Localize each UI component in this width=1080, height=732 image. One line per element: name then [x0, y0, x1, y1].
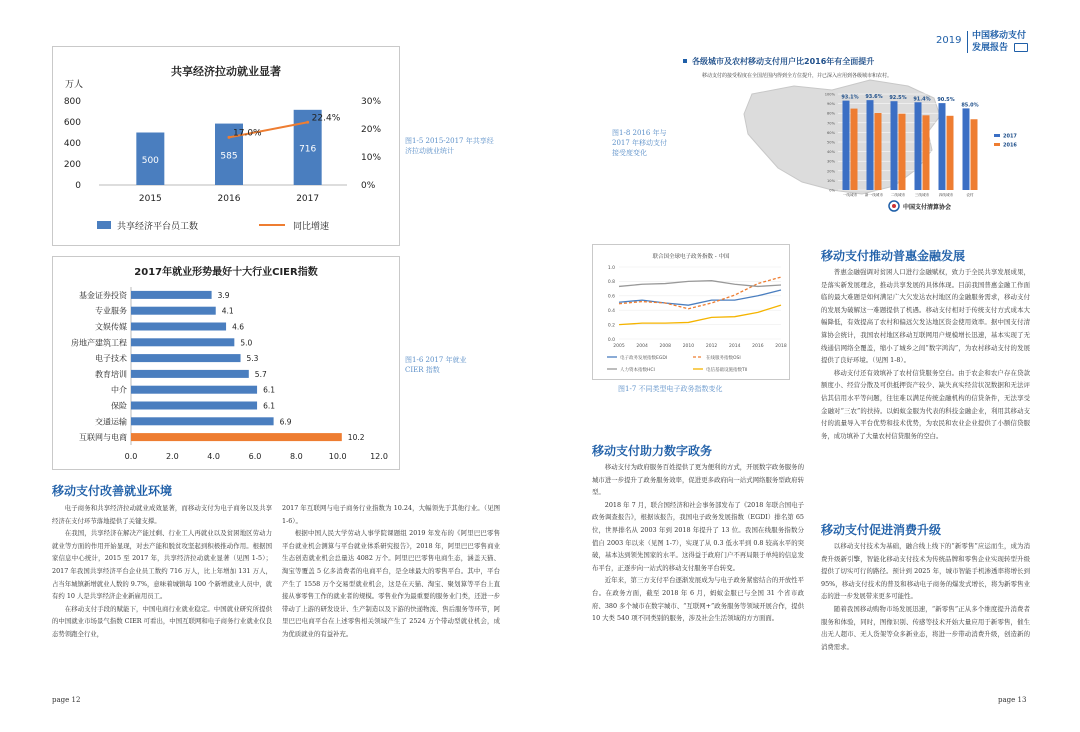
category-label: 电子技术 [95, 354, 127, 364]
category-label: 房地产建筑工程 [71, 338, 127, 348]
bar-2016 [899, 114, 906, 190]
y-tick-label: 800 [63, 97, 81, 107]
bar-2017 [915, 102, 922, 190]
y-tick-label: 70% [827, 121, 835, 126]
x-tick-label: 2004 [636, 344, 648, 349]
bar-value-label: 6.1 [263, 401, 276, 411]
series-line [619, 305, 781, 324]
left-column-2 [282, 502, 500, 641]
legend-label: 在线服务指数OSI [706, 355, 741, 361]
category-label: 中介 [111, 385, 127, 395]
section-title-employment: 移动支付改善就业环境 [52, 484, 173, 498]
bar-2017 [939, 103, 946, 190]
bar-value-label: 90.5% [937, 97, 955, 104]
y-tick-label: 50% [827, 140, 835, 145]
header-title-line2: 发展报告 [972, 43, 1009, 53]
y2-tick-label: 30% [361, 97, 382, 107]
category-label: 专业服务 [95, 306, 127, 316]
paragraph: 电子商务和共享经济拉动就业成效显著，而移动支付为电子商务以及共享经济在支付环节落地提供了关键支撑。 [52, 504, 272, 525]
right-page [540, 0, 1080, 732]
x-tick-label: 2016 [752, 344, 764, 349]
bar-value-label: 91.4% [913, 96, 931, 103]
association-logo-text: 中国支付清算协会 [903, 204, 952, 211]
legend-swatch-2017 [994, 134, 1000, 137]
bar-cier [131, 291, 212, 299]
x-tick-label: 2012 [705, 344, 718, 349]
x-tick-label: 8.0 [289, 452, 303, 461]
y2-tick-label: 20% [361, 125, 382, 135]
y2-tick-label: 10% [361, 153, 382, 163]
legend-label-growth: 同比增速 [293, 222, 330, 232]
category-label: 保险 [111, 401, 127, 411]
y-tick-label: 0.0 [607, 337, 615, 343]
x-tick-label: 一线城市 [842, 193, 858, 197]
category-label: 交通运输 [95, 417, 127, 427]
paragraph: 在我国，共享经济在解决产能过剩、行业工人再就业以及贫困地区劳动力就业等方面的作用开始显现，对去产能和脱贫攻坚起到积极推动作用。根据国家信息中心统计，2015 至 2017 年，共享经济拉动就业显著（见图 1-5）；2017 年我国共享经济平台企业员工数约 716 万人，比上年增加 131 万人，占当年城镇新增就业人数的 9.7%，意味着城镇每 100 个新增就业人员中，就有约 10 人是共享经济企业新雇用员工。 [52, 529, 272, 601]
series-line [619, 277, 781, 309]
bar-2016 [971, 119, 978, 190]
paragraph: 随着我国移动购物市场发展迅速，“新零售”正从多个维度提升消费者服务和体验，同时，图像识别、传感等技术开始大量应用于新零售，催生出无人超市、无人货架等众多新业态，将进一步带动消费升级，创造新的消费需求。 [821, 604, 1030, 651]
bar-cier [131, 354, 241, 362]
chart-city-rural [682, 50, 1032, 225]
bar-cier [131, 417, 274, 425]
bar-2017 [843, 101, 850, 190]
legend-label: 电信基础设施指数TII [706, 367, 748, 373]
category-label: 文娱传媒 [95, 322, 127, 332]
x-tick-label: 二线城市 [890, 193, 906, 197]
egov-index-chart-svg [593, 245, 789, 379]
bar-value-label: 4.6 [232, 322, 245, 332]
series-line [619, 290, 781, 305]
figure-caption-1-5: 图1-5 2015-2017 年共享经济拉动就业统计 [405, 137, 494, 155]
chart-egov-index [592, 244, 790, 380]
bar-value-label: 4.1 [221, 306, 234, 316]
page-number-right: page 13 [998, 696, 1027, 704]
x-tick-label: 0.0 [124, 452, 138, 461]
paragraph: 移动支付为政府服务百姓提供了更为便利的方式，开展数字政务服务的城市进一步提升了政务服务效率，促进更多政府向一站式网络服务型政府转型。 [592, 463, 804, 497]
header-year: 2019 [936, 35, 962, 46]
bar-cier [131, 386, 257, 394]
y2-tick-label: 0% [361, 181, 376, 191]
bar-value-label: 93.6% [865, 94, 883, 101]
line-point [228, 136, 231, 139]
x-tick-label: 4.0 [207, 452, 221, 461]
chart-title: 联合国全球电子政务指数 - 中国 [652, 254, 730, 260]
bar-2017 [867, 100, 874, 190]
bar-cier [131, 433, 342, 441]
bar-2016 [947, 116, 954, 190]
figure-caption-1-7: 图1-7 不同类型电子政务指数变化 [618, 385, 723, 393]
bar-value-label: 5.7 [254, 369, 267, 379]
x-tick-label: 2010 [682, 344, 695, 349]
x-tick-label: 2018 [775, 344, 787, 349]
bar-value-label: 5.0 [240, 338, 253, 348]
y-tick-label: 0 [75, 181, 81, 191]
header-title-line1: 中国移动支付 [972, 31, 1027, 41]
legend-label-2017: 2017 [1003, 133, 1017, 140]
paragraph: 在移动支付手段的赋能下，中国电商行业就业稳定。中国就业研究所提供的中国就业市场景气指数 CIER 可看出，中国互联网和电子商务行业就业仅良态势领跑全行业， [52, 604, 272, 638]
bar-value-label: 10.2 [347, 433, 365, 443]
line-value-label: 17.0% [233, 128, 262, 139]
x-tick-label: 2017 [296, 194, 320, 204]
left-column-1 [52, 502, 272, 641]
y-tick-label: 60% [827, 130, 835, 135]
bar-2016 [875, 113, 882, 190]
legend-label: 人力资本指数HCI [620, 367, 655, 373]
legend-label-2016: 2016 [1003, 142, 1017, 149]
paragraph: 以移动支付技术为基础，融合线上线下的“新零售”应运而生，成为消费升级新引擎，智能化移动支付技术为传统品牌和零售企业实现转型升级提供了切实可行的路径。预计到 2025 年，城市智能手机渗透率将增长到 95%，移动支付技术的普及和移动电子商务的爆发式增长，将为新零售业态的进一步发展带来更多可能性。 [821, 542, 1030, 601]
bar-value-label: 6.9 [279, 417, 292, 427]
bar-cier [131, 307, 216, 315]
city-rural-chart-svg [682, 50, 1032, 225]
bar-value-label: 85.0% [961, 102, 979, 109]
association-logo-center-icon [892, 204, 896, 208]
bar-value-label: 500 [141, 155, 159, 166]
category-label: 基金证券投资 [79, 290, 127, 300]
chart-title: 2017年就业形势最好十大行业CIER指数 [134, 267, 318, 278]
x-tick-label: 2016 [217, 194, 241, 204]
bar-value-label: 92.5% [889, 95, 907, 102]
paragraph: 2018 年 7 月，联合国经济和社会事务部发布了《2018 年联合国电子政务调查报告》，根据该报告，我国电子政务发展指数（EGDI）排名第 65 位，世界排名从 2003 年到 2018 年提升了 13 位。我国在线服务指数分值自 2003 年以来（见图 1-7），实现了从 0.3 低水平到 0.8 较高水平的突破，基本达到领先国家的水平。这得益于政府门户不再局限于单纯的信息发布平台，正逐步向一站式的移动支付服务平台转变。 [592, 500, 804, 572]
x-tick-label: 6.0 [248, 452, 262, 461]
line-point [306, 121, 309, 124]
y-tick-label: 0.4 [607, 309, 615, 314]
y-tick-label: 80% [827, 111, 835, 116]
x-tick-label: 2015 [138, 194, 162, 204]
x-tick-label: 2008 [659, 344, 672, 349]
bar-cier [131, 370, 249, 378]
x-tick-label: 2.0 [165, 452, 179, 461]
category-label: 互联网与电商 [79, 433, 127, 443]
paragraph: 普惠金融强调对贫困人口进行金融赋权，致力于全民共享发展成果，是落实新发展理念，推动共享发展的具体体现。目前我国普惠金融工作面临的最大难题是如何满足广大欠发达农村地区的金融服务需求，移动支付的发展为破解这一难题提供了机遇。移动支付相对于传统支付方式成本大幅降低，有效提高了农村和偏远欠发达地区资金使用效率。据中国支付清算协会统计，我国农村地区移动互联网用户规模增长迅速，基本实现了无线通信网络全覆盖，缩小了城乡之间“数字鸿沟”，为农村移动支付的发展提供了良好环境。（见图 1-8）。 [821, 268, 1030, 365]
x-tick-label: 四线城市 [938, 193, 954, 197]
y-tick-label: 200 [63, 160, 81, 170]
y-axis-label: 万人 [65, 80, 84, 90]
bar-value-label: 93.1% [841, 94, 859, 101]
section-title-inclusive-finance: 移动支付推动普惠金融发展 [821, 249, 966, 263]
bar-2016 [851, 109, 858, 190]
bar-cier [131, 338, 234, 346]
shared-economy-chart-svg [53, 47, 399, 245]
paragraph: 根据中国人民大学劳动人事学院课题组 2019 年发布的《阿里巴巴零售平台就业机会测算与平台就业体系研究报告》，2018 年，阿里巴巴零售商业生态创造就业机会总量达 4082 万个。阿里巴巴零售电商生态，涵盖天猫、淘宝等覆盖 5 亿多消费者的电商平台，是全球最大的零售平台。其中，平台产生了 1558 万个交易型就业机会，这是在天猫、淘宝、聚划算等平台上直接从事零售工作的就业者的规模。零售业作为最重要的服务业门类，还进一步带动了上游的研发设计、生产制造以及下游的快递物流、售后服务等环节，阿里巴巴电商平台在上述零售相关领域产生了 2524 万个带动型就业机会，成为优质就业的有益补充。 [282, 529, 500, 638]
y-tick-label: 1.0 [607, 265, 615, 271]
legend-label: 电子政务发展指数EGDI [620, 355, 668, 361]
bar-2017 [963, 108, 970, 190]
paragraph: 近年来，第三方支付平台逐渐发展成为与电子政务紧密结合的开放性平台。在政务方面，截至 2018 年 6 月，蚂蚁金服已与全国 31 个省市政府、380 多个城市在数字城市、“互联网+”政务服务等领域开展合作，提供 10 大类 540 项不同类别的服务，涉及社会生活领域的方方面面。 [592, 576, 804, 623]
legend-label-employees: 共享经济平台员工数 [117, 222, 199, 232]
line-value-label: 22.4% [311, 113, 341, 124]
title-bullet-icon [683, 59, 687, 63]
section-title-consumption: 移动支付促进消费升级 [821, 523, 942, 537]
paragraph: 2017 年互联网与电子商务行业指数为 10.24，大幅领先于其他行业。（见图 1-6）。 [282, 504, 500, 525]
bar-value-label: 585 [220, 151, 238, 162]
x-tick-label: 三线城市 [914, 193, 930, 197]
bar-2017 [891, 101, 898, 190]
x-tick-label: 新一线城市 [865, 193, 883, 197]
y-tick-label: 0% [829, 188, 835, 193]
chart-cier-index [52, 256, 400, 470]
bar-value-label: 3.9 [217, 290, 230, 300]
bar-cier [131, 402, 257, 410]
cier-index-chart-svg [53, 257, 399, 469]
paragraph: 移动支付还有效填补了农村信贷服务空白。由于农企和农户存在贷款额度小、经营分散及可供抵押资产较少、缺失真实经营状况数据和无法评估其信用水平等问题，往往难以满足传统金融机构的信贷条件，无法享受金融对“三农”的扶持。以蚂蚁金服为代表的科技金融企业，利用其移动支付的流量导入平台优势和技术优势，为农民和农业企业提供了小额信贷服务，成功填补了大量农村信贷服务的空白。 [821, 368, 1030, 440]
x-tick-label: 2005 [613, 344, 625, 349]
bar-value-label: 5.3 [246, 354, 259, 364]
bar-cier [131, 323, 226, 331]
bar-value-label: 716 [299, 144, 317, 155]
category-label: 教育培训 [95, 369, 127, 379]
bar-2016 [923, 115, 930, 190]
consumption-text [821, 540, 1030, 653]
digital-gov-text [592, 461, 804, 625]
y-tick-label: 90% [827, 102, 835, 107]
chart-title: 各级城市及农村移动支付用户比2016年有全面提升 [692, 57, 875, 66]
x-tick-label: 10.0 [328, 452, 347, 461]
chart-subtitle: 移动支付的接受程度在全国范围内得到全方位提升，并已深入应用到各级城市和农村。 [702, 73, 893, 79]
section-title-digital-gov: 移动支付助力数字政务 [592, 444, 713, 458]
inclusive-finance-text [821, 266, 1030, 442]
x-tick-label: 12.0 [370, 452, 388, 461]
y-tick-label: 40% [827, 150, 835, 155]
y-tick-label: 30% [827, 159, 835, 164]
x-tick-label: 2014 [728, 344, 741, 349]
page-number-left: page 12 [52, 696, 81, 704]
legend-swatch-2016 [994, 143, 1000, 146]
y-tick-label: 400 [63, 139, 81, 149]
y-tick-label: 10% [827, 178, 835, 183]
bar-value-label: 6.1 [263, 385, 276, 395]
y-tick-label: 0.8 [607, 280, 615, 286]
chart-shared-economy [52, 46, 400, 246]
y-tick-label: 0.2 [607, 323, 615, 329]
y-tick-label: 600 [63, 118, 81, 128]
y-tick-label: 0.6 [607, 294, 615, 300]
figure-caption-1-8: 图1-8 2016 年与 2017 年移动支付接受度变化 [612, 129, 668, 157]
chart-title: 共享经济拉动就业显著 [171, 65, 281, 78]
y-tick-label: 100% [824, 92, 835, 97]
x-tick-label: 农村 [966, 193, 974, 197]
figure-caption-1-6: 图1-6 2017 年就业 CIER 指数 [405, 356, 467, 374]
y-tick-label: 20% [827, 169, 835, 174]
legend-swatch-employees [97, 221, 111, 229]
